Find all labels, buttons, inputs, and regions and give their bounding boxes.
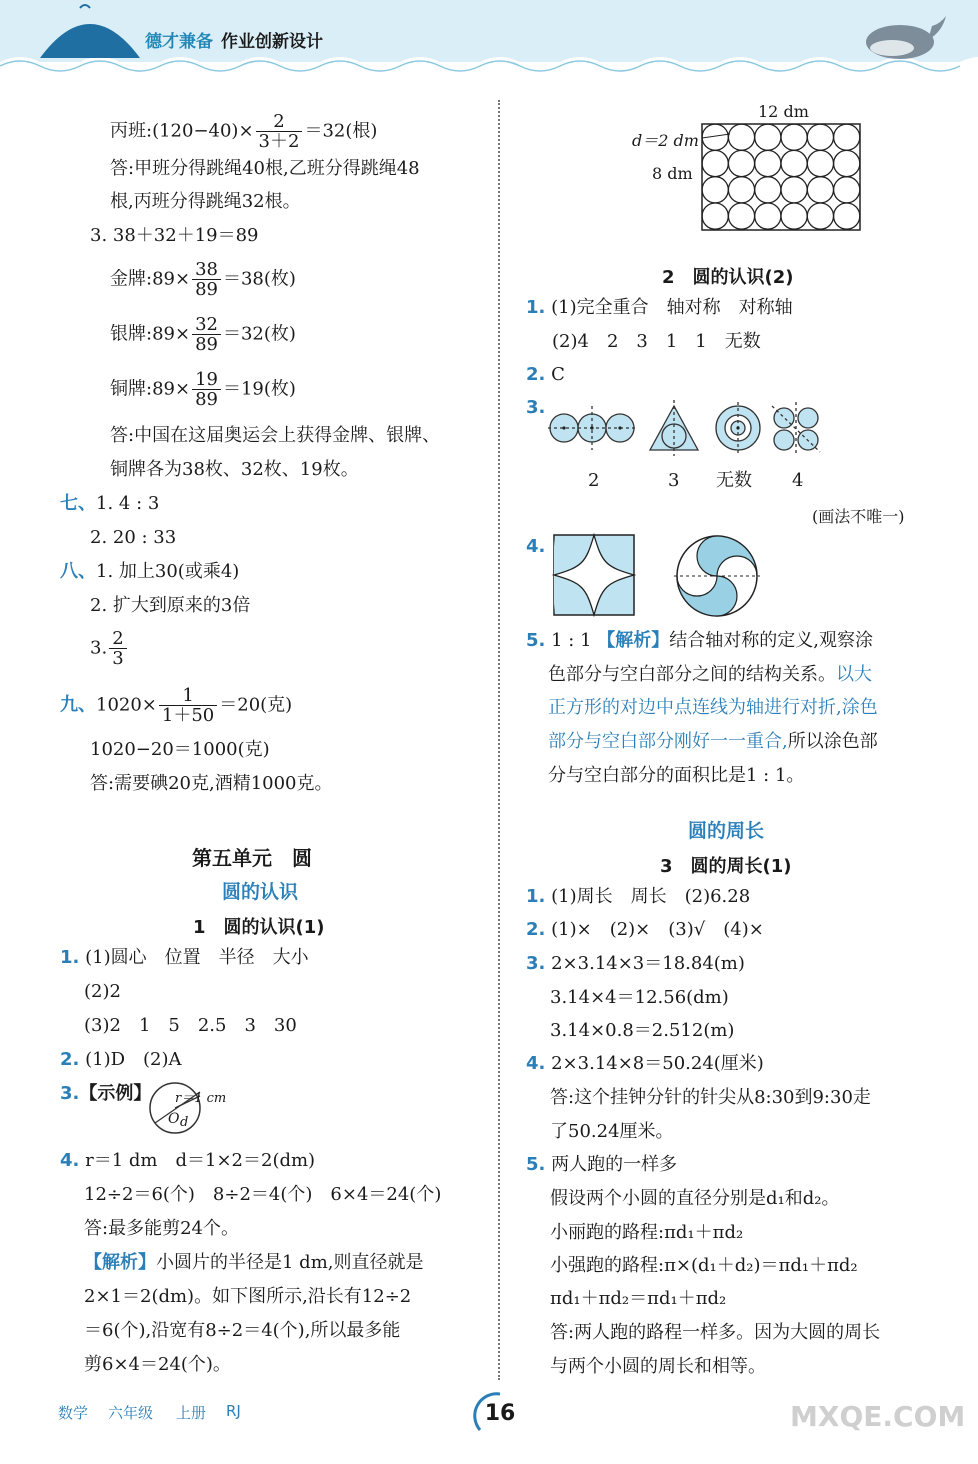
footer-grade: 六年级 (108, 1404, 154, 1422)
fig-d-label: d＝2 dm (632, 131, 699, 150)
a4-expl2: 2×1＝2(dm)。如下图所示,沿长有12÷2 (84, 1286, 412, 1307)
answer-line: 答:甲班分得跳绳40根,乙班分得跳绳48 (110, 158, 420, 179)
b5-line1 (526, 630, 873, 652)
text: 2×3.14×3＝18.84(m) (551, 953, 745, 974)
c5-line3: 小丽跑的路程:πd₁＋πd₂ (550, 1222, 744, 1243)
text: (1)圆心 位置 半径 大小 (85, 947, 309, 968)
text: 所以涂色部 (787, 731, 878, 752)
a4-line3: 答:最多能剪24个。 (84, 1218, 239, 1239)
b3-label-2: 3 (668, 470, 680, 491)
denominator: 89 (195, 279, 218, 300)
a1-line1 (60, 947, 309, 969)
text: (1)周长 周长 (2)6.28 (551, 886, 751, 907)
q-number: 2. (60, 1049, 80, 1070)
q9-line1 (60, 686, 292, 725)
q-number: 5. (526, 630, 546, 651)
a1-line3: (3)2 1 5 2.5 3 30 (84, 1015, 297, 1036)
fraction (109, 629, 126, 668)
text: C (551, 364, 565, 385)
c4-line3: 了50.24厘米。 (550, 1121, 674, 1142)
example-tag: 【示例】 (79, 1083, 152, 1104)
fig-top-label: 12 dm (758, 102, 809, 121)
a4-expl4: 剪6×4＝24(个)。 (84, 1354, 231, 1375)
column-divider (498, 100, 500, 1380)
answer-line: 根,丙班分得跳绳32根。 (110, 191, 301, 212)
numerator: 2 (256, 112, 303, 132)
b3-number (526, 397, 545, 419)
q-number: 2. (526, 919, 546, 940)
fraction (256, 112, 303, 151)
a4-expl3: ＝6(个),沿宽有8÷2＝4(个),所以最多能 (84, 1320, 401, 1341)
c3-line3: 3.14×0.8＝2.512(m) (550, 1020, 735, 1041)
b5-line2 (548, 664, 872, 686)
q-number: 4. (526, 536, 546, 557)
grid-circle (702, 177, 728, 203)
text: ＝32(根) (304, 120, 378, 142)
grid-circle (834, 150, 860, 176)
grid-circle (702, 150, 728, 176)
a4-line2: 12÷2＝6(个) 8÷2＝4(个) 6×4＝24(个) (84, 1184, 442, 1205)
topic-title: 圆的认识 (222, 881, 299, 903)
lesson3-title: 3 圆的周长(1) (660, 856, 792, 877)
series-name: 作业创新设计 (221, 32, 323, 52)
q-number: 2. (526, 364, 546, 385)
denominator: 89 (195, 334, 218, 355)
grid-circle (755, 177, 781, 203)
denominator: 89 (195, 389, 218, 410)
text: ＝32(枚) (222, 323, 296, 345)
circle-example-figure (145, 1078, 245, 1136)
whale-icon (862, 10, 952, 60)
q7-a1 (60, 493, 159, 515)
a1-line2: (2)2 (84, 981, 121, 1002)
q9-line3: 答:需要碘20克,酒精1000克。 (90, 773, 333, 794)
q-number: 3. (60, 1083, 80, 1104)
grid-circle (781, 203, 807, 229)
text: 1. 4 : 3 (96, 493, 160, 514)
grid-circle (807, 203, 833, 229)
answer-line: 答:中国在这届奥运会上获得金牌、银牌、 (110, 425, 441, 446)
b5-line3: 正方形的对边中点连线为轴进行对折,涂色 (548, 697, 878, 718)
c1-line (526, 886, 750, 908)
q8-a1 (60, 561, 239, 583)
text: ＝38(枚) (222, 268, 296, 290)
text: 色部分与空白部分之间的结构关系。 (548, 664, 836, 685)
highlight-text: 部分与空白部分刚好一一重合, (548, 731, 788, 752)
unit-title: 第五单元 圆 (192, 846, 312, 870)
q-number: 5. (526, 1154, 546, 1175)
grid-circle (728, 124, 754, 150)
lesson-title: 1 圆的认识(1) (193, 917, 325, 938)
a4-expl1 (84, 1252, 424, 1274)
analysis-tag: 【解析】 (84, 1252, 156, 1273)
grid-circle (728, 203, 754, 229)
text: 铜牌:89× (110, 378, 191, 400)
q-number: 3. (526, 953, 546, 974)
q7-label: 七、 (60, 493, 96, 514)
footer-term: 上册 (176, 1404, 207, 1422)
text: (1)D (2)A (85, 1049, 182, 1070)
q7-a2: 2. 20 : 33 (90, 527, 177, 548)
fraction (192, 315, 221, 354)
b1-line2: (2)4 2 3 1 1 无数 (552, 331, 761, 352)
c5-line5: πd₁＋πd₂＝πd₁＋πd₂ (550, 1288, 727, 1309)
text: 银牌:89× (110, 323, 191, 345)
grid-circle (781, 124, 807, 150)
grid-circle (834, 203, 860, 229)
text: 小圆片的半径是1 dm,则直径就是 (156, 1252, 424, 1273)
text: 1 : 1 (551, 630, 592, 651)
q8-a2: 2. 扩大到原来的3倍 (90, 595, 251, 616)
q8-label: 八、 (60, 561, 96, 582)
q8-a3 (90, 629, 129, 668)
symmetry-figures (546, 400, 836, 458)
c2-line (526, 919, 764, 941)
diameter-label: d (180, 1115, 189, 1130)
page-number: 16 (484, 1401, 516, 1426)
b3-label-4: 4 (792, 470, 804, 491)
c3-line2: 3.14×4＝12.56(dm) (550, 987, 729, 1008)
b3-label-3: 无数 (716, 470, 752, 491)
grid-circle (755, 203, 781, 229)
text: 丙班:(120−40)× (110, 120, 254, 142)
q-number: 4. (60, 1150, 80, 1171)
header-wave-icon (40, 0, 140, 58)
text: (1)完全重合 轴对称 对称轴 (551, 297, 793, 318)
answer-line: 3. 38＋32＋19＝89 (90, 225, 259, 246)
numerator: 19 (192, 370, 221, 390)
c5-line4: 小强跑的路程:π×(d₁＋d₂)＝πd₁＋πd₂ (550, 1255, 858, 1276)
q-number: 3. (526, 397, 546, 418)
numerator: 2 (109, 629, 126, 649)
line-bing-class (110, 112, 377, 151)
q-number: 1. (60, 947, 80, 968)
b4-number (526, 536, 545, 558)
b1-line1 (526, 297, 793, 319)
c5-line6: 答:两人跑的路程一样多。因为大圆的周长 (550, 1322, 881, 1343)
answer-line: 铜牌各为38枚、32枚、19枚。 (110, 459, 359, 480)
grid-circle (807, 124, 833, 150)
text: (1)× (2)× (3)√ (4)× (551, 919, 764, 940)
footer-edition: RJ (226, 1402, 241, 1420)
grid-circle (781, 177, 807, 203)
center-label: O (168, 1111, 180, 1127)
text: 2×3.14×8＝50.24(厘米) (551, 1053, 764, 1074)
fig-side-label: 8 dm (652, 164, 693, 183)
q9-label: 九、 (60, 694, 96, 716)
q-number: 1. (526, 297, 546, 318)
circle-grid-figure (700, 122, 864, 232)
text: 1020× (96, 694, 157, 716)
analysis-tag: 【解析】 (597, 630, 670, 651)
c4-line2: 答:这个挂钟分针的针尖从8:30到9:30走 (550, 1087, 871, 1108)
footer-subject: 数学 (58, 1404, 89, 1422)
grid-circle (807, 177, 833, 203)
grid-circle (834, 124, 860, 150)
fraction (192, 260, 221, 299)
text: 两人跑的一样多 (551, 1154, 678, 1175)
grid-circle (755, 150, 781, 176)
a3-line (60, 1083, 151, 1105)
grid-circle (755, 124, 781, 150)
radius-label: r＝1 cm (175, 1091, 227, 1106)
highlight-text: 以大 (836, 664, 872, 685)
denominator: 3＋2 (258, 131, 300, 152)
q-number: 1. (526, 886, 546, 907)
text: 金牌:89× (110, 268, 191, 290)
yin-yang-circle-figure (674, 533, 760, 619)
a4-line1 (60, 1150, 315, 1172)
topic2-title: 圆的周长 (688, 820, 765, 842)
brand-name: 德才兼备 (145, 32, 213, 52)
numerator: 32 (192, 315, 221, 335)
grid-circle (728, 177, 754, 203)
lesson2-title: 2 圆的认识(2) (662, 267, 794, 288)
b3-note: (画法不唯一) (812, 507, 905, 526)
grid-circle (702, 203, 728, 229)
text: 结合轴对称的定义,观察涂 (669, 630, 873, 651)
grid-circle (807, 150, 833, 176)
grid-circle (781, 150, 807, 176)
grid-circle (834, 177, 860, 203)
q-number: 4. (526, 1053, 546, 1074)
q9-line2: 1020−20＝1000(克) (90, 739, 270, 760)
numerator: 38 (192, 260, 221, 280)
line-bronze (110, 370, 296, 409)
b3-label-1: 2 (588, 470, 600, 491)
b5-line5: 分与空白部分的面积比是1 : 1。 (548, 765, 805, 786)
text: 3. (90, 637, 108, 659)
b5-line4 (548, 731, 878, 753)
denominator: 1＋50 (161, 705, 215, 726)
c5-line2: 假设两个小圆的直径分别是d₁和d₂。 (550, 1188, 840, 1209)
b2-line (526, 364, 565, 386)
header-wave (0, 50, 978, 80)
c5-line7: 与两个小圆的周长和相等。 (550, 1356, 766, 1377)
c3-line1 (526, 953, 745, 975)
square-star-figure (552, 533, 636, 617)
text: r＝1 dm d＝1×2＝2(dm) (85, 1150, 316, 1171)
a2-line (60, 1049, 182, 1071)
text: ＝19(枚) (222, 378, 296, 400)
watermark: MXQE.COM (790, 1400, 966, 1433)
text: ＝20(克) (219, 694, 293, 716)
text: 1. 加上30(或乘4) (96, 561, 240, 582)
c4-line1 (526, 1053, 764, 1075)
line-gold (110, 260, 296, 299)
grid-circle (728, 150, 754, 176)
c5-line1 (526, 1154, 677, 1176)
fraction (159, 686, 217, 725)
denominator: 3 (112, 648, 124, 669)
fraction (192, 370, 221, 409)
line-silver (110, 315, 296, 354)
numerator: 1 (159, 686, 217, 706)
header-title (145, 27, 323, 52)
